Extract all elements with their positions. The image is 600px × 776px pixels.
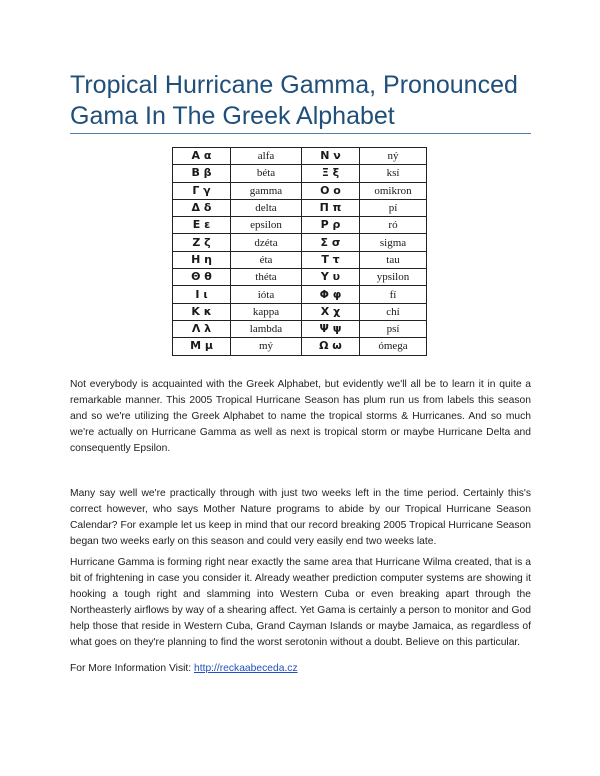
alphabet-row: [173, 320, 427, 337]
letter-glyph: Υ υ: [302, 269, 360, 286]
letter-name: ypsilon: [360, 269, 427, 286]
letter-name: ksí: [360, 165, 427, 182]
alphabet-row: [173, 182, 427, 199]
letter-glyph: Ξ ξ: [302, 165, 360, 182]
letter-glyph: Γ γ: [173, 182, 231, 199]
letter-name: psí: [360, 320, 427, 337]
letter-glyph: Ψ ψ: [302, 320, 360, 337]
letter-glyph: Β β: [173, 165, 231, 182]
letter-glyph: Α α: [173, 148, 231, 165]
letter-name: tau: [360, 251, 427, 268]
more-info-label: For More Information Visit:: [70, 663, 194, 674]
letter-name: mý: [231, 338, 302, 355]
letter-glyph: Λ λ: [173, 320, 231, 337]
more-info-link[interactable]: http://reckaabeceda.cz: [194, 663, 298, 674]
paragraph-intro: Not everybody is acquainted with the Greek Alphabet, but evidently we'll all be to learn it in quite a remarkable manner. This 2005 Tropical Hurricane Season has plum run us from labels this season and so we're utilizing the Greek Alphabet to name the tropical storms & Hurricanes. And so much we're actually on Hurricane Gamma as well as next is tropical storm or maybe Hurricane Delta and consequently Epsilon.: [70, 379, 531, 454]
letter-name: ró: [360, 217, 427, 234]
letter-glyph: Μ μ: [173, 338, 231, 355]
alphabet-row: [173, 303, 427, 320]
letter-name: fí: [360, 286, 427, 303]
letter-name: alfa: [231, 148, 302, 165]
alphabet-row: [173, 338, 427, 355]
letter-name: kappa: [231, 303, 302, 320]
letter-name: chí: [360, 303, 427, 320]
letter-glyph: Σ σ: [302, 234, 360, 251]
letter-name: omikron: [360, 182, 427, 199]
alphabet-row: [173, 199, 427, 216]
alphabet-grid: [172, 147, 427, 356]
letter-name: dzéta: [231, 234, 302, 251]
more-info-line: [70, 661, 531, 677]
letter-glyph: Ζ ζ: [173, 234, 231, 251]
alphabet-row: [173, 251, 427, 268]
alphabet-row: [173, 148, 427, 165]
title-divider: [70, 133, 531, 134]
letter-glyph: Ω ω: [302, 338, 360, 355]
letter-glyph: Ι ι: [173, 286, 231, 303]
letter-glyph: Η η: [173, 251, 231, 268]
letter-name: sigma: [360, 234, 427, 251]
greek-alphabet-table: [172, 147, 426, 362]
letter-glyph: Τ τ: [302, 251, 360, 268]
letter-glyph: Ε ε: [173, 217, 231, 234]
letter-name: béta: [231, 165, 302, 182]
letter-name: gamma: [231, 182, 302, 199]
page-title: Tropical Hurricane Gamma, Pronounced Gama In The Greek Alphabet: [70, 71, 518, 130]
letter-glyph: Ν ν: [302, 148, 360, 165]
letter-name: éta: [231, 251, 302, 268]
letter-name: epsilon: [231, 217, 302, 234]
letter-glyph: Δ δ: [173, 199, 231, 216]
letter-glyph: Κ κ: [173, 303, 231, 320]
letter-glyph: Χ χ: [302, 303, 360, 320]
letter-name: théta: [231, 269, 302, 286]
letter-name: delta: [231, 199, 302, 216]
letter-glyph: Φ φ: [302, 286, 360, 303]
letter-glyph: Π π: [302, 199, 360, 216]
paragraph-gamma: Hurricane Gamma is forming right near exactly the same area that Hurricane Wilma created, that is a bit of frightening in case you consider it. Already weather prediction computer systems are showing it hooking a tough right and slamming into Western Cuba or even breaking apart through the Northeasterly airflows by way of a shearing affect. Yet Gama is certainly a person to monitor and God help those that reside in Western Cuba, Grand Cayman Islands or maybe Jamaica, as regardless of what goes on they're planning to find the worst serotonin without a doubt. Believe on this particular.: [70, 557, 531, 648]
letter-name: lambda: [231, 320, 302, 337]
letter-glyph: Θ θ: [173, 269, 231, 286]
alphabet-row: [173, 234, 427, 251]
letter-name: ný: [360, 148, 427, 165]
letter-name: ióta: [231, 286, 302, 303]
paragraph-season: Many say well we're practically through with just two weeks left in the time period. Certainly this's correct however, who says Mother Nature programs to abide by our Tropical Hurricane Season Calendar? For example let us keep in mind that our record breaking 2005 Tropical Hurricane Season began two weeks early on this season and could very easily end two weeks late.: [70, 488, 531, 547]
alphabet-row: [173, 165, 427, 182]
letter-name: ómega: [360, 338, 427, 355]
alphabet-row: [173, 217, 427, 234]
alphabet-row: [173, 286, 427, 303]
alphabet-row: [173, 269, 427, 286]
letter-name: pí: [360, 199, 427, 216]
letter-glyph: Ο ο: [302, 182, 360, 199]
letter-glyph: Ρ ρ: [302, 217, 360, 234]
